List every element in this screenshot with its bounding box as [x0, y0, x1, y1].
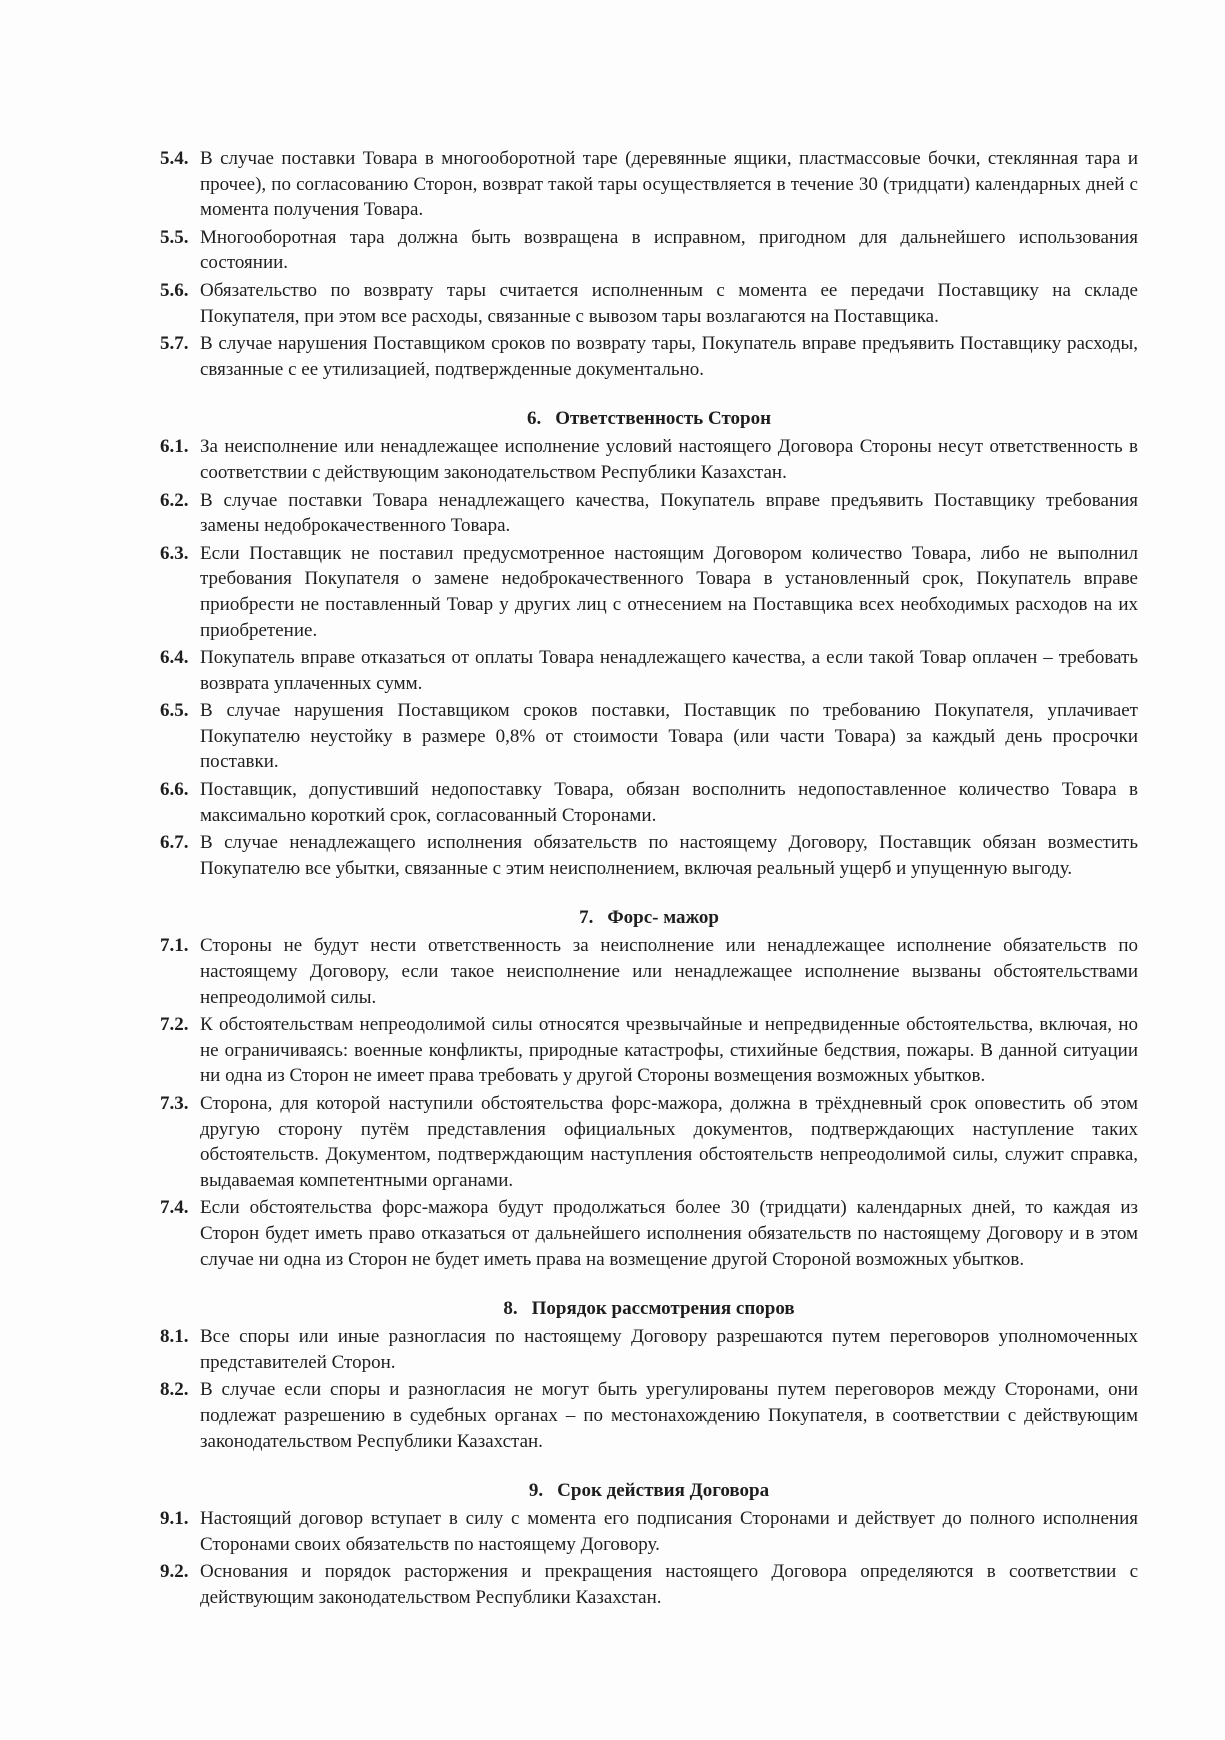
clause-number: 6.5. [160, 700, 189, 722]
clause-6-7 [160, 830, 1138, 881]
clause-text: Настоящий договор вступает в силу с момента его подписания Сторонами и действует до полного исполнения Сторонами своих обязательств по настоящему Договору. [200, 1508, 1138, 1555]
clause-number: 9.2. [160, 1561, 189, 1583]
clause-text: Основания и порядок расторжения и прекращения настоящего Договора определяются в соответствии с действующим законодательством Республики Казахстан. [200, 1561, 1138, 1608]
clause-number: 6.2. [160, 489, 189, 511]
clause-number: 5.4. [160, 148, 189, 169]
clause-number: 7.2. [160, 1014, 189, 1036]
section-heading: Срок действия Договора [557, 1480, 770, 1502]
section-number: 7. [579, 907, 594, 929]
section-title-force-majeure [160, 905, 1138, 931]
clause-5-6 [160, 278, 1138, 329]
clause-7-1 [160, 933, 1138, 1010]
section-title-liability [160, 406, 1138, 432]
clause-9-2 [160, 1559, 1138, 1610]
clause-number: 6.6. [160, 779, 189, 801]
clause-text: В случае если споры и разногласия не могут быть урегулированы путем переговоров между Сторонами, они подлежат разрешению в судебных органах – по местонахождению Покупателя, в соответствии с действующим законодательством Республики Казахстан. [200, 1379, 1138, 1452]
clause-text: Обязательство по возврату тары считается исполненным с момента ее передачи Поставщику на складе Покупателя, при этом все расходы, связанные с вывозом тары возлагаются на Поставщика. [200, 279, 1138, 327]
section-title-term [160, 1478, 1138, 1504]
clause-number: 5.5. [160, 226, 189, 248]
section-number: 8. [503, 1298, 518, 1320]
clause-text: Сторона, для которой наступили обстоятельства форс-мажора, должна в трёхдневный срок оповестить об этом другую сторону путём представления официальных документов, подтверждающих наступление таких обстоятельств. Документом, подтверждающим наступления обстоятельств непреодолимой силы, служит справка, выдаваемая компетентными органами. [200, 1093, 1138, 1191]
section-number: 9. [528, 1480, 544, 1502]
clause-text: Покупатель вправе отказаться от оплаты Товара ненадлежащего качества, а если такой Товар оплачен – требовать возврата уплаченных сумм. [200, 647, 1138, 694]
clause-number: 6.1. [160, 436, 189, 458]
clause-text: В случае нарушения Поставщиком сроков поставки, Поставщик по требованию Покупателя, уплачивает Покупателю неустойку в размере 0,8% от стоимости Товара (или части Товара) за каждый день просрочки поставки. [200, 700, 1138, 773]
clause-6-4 [160, 645, 1138, 696]
clause-text: Многооборотная тара должна быть возвращена в исправном, пригодном для дальнейшего использования состоянии. [200, 226, 1138, 274]
clause-6-6 [160, 777, 1138, 828]
clause-7-3 [160, 1091, 1138, 1193]
clause-text: Если Поставщик не поставил предусмотренное настоящим Договором количество Товара, либо не выполнил требования Покупателя о замене недоброкачественного Товара в установленный срок, Покупатель вправе приобрести не поставленный Товар у других лиц с отнесением на Поставщика всех необходимых расходов на их приобретение. [200, 542, 1138, 641]
section-heading: Форс- мажор [607, 907, 719, 929]
section-heading: Ответственность Сторон [555, 408, 772, 430]
clause-text: В случае нарушения Поставщиком сроков по возврату тары, Покупатель вправе предъявить Поставщику расходы, связанные с ее утилизацией, подтвержденные документально. [200, 333, 1138, 380]
clause-number: 6.7. [160, 832, 189, 854]
clause-number: 6.4. [160, 647, 189, 669]
clause-6-2 [160, 488, 1138, 539]
clause-text: Стороны не будут нести ответственность за неисполнение или ненадлежащее исполнение обязательств по настоящему Договору, если такое неисполнение или ненадлежащее исполнение вызваны обстоятельствами непреодолимой силы. [200, 935, 1138, 1008]
clause-number: 7.3. [160, 1093, 189, 1114]
document-body [160, 146, 1138, 1613]
clause-text: К обстоятельствам непреодолимой силы относятся чрезвычайные и непредвиденные обстоятельства, включая, но не ограничиваясь: военные конфликты, природные катастрофы, стихийные бедствия, пожары. В данной ситуации ни одна из Сторон не имеет права требовать у другой Стороны возмещения возможных убытков. [200, 1014, 1138, 1087]
clause-text: Все споры или иные разногласия по настоящему Договору разрешаются путем переговоров уполномоченных представителей Сторон. [200, 1326, 1138, 1373]
clause-text: Если обстоятельства форс-мажора будут продолжаться более 30 (тридцати) календарных дней, то каждая из Сторон будет иметь право отказаться от дальнейшего исполнения обязательств по настоящему Договору и в этом случае ни одна из Сторон не будет иметь права на возмещение другой Стороной возможных убытков. [200, 1197, 1138, 1270]
clause-7-2 [160, 1012, 1138, 1089]
clause-5-7 [160, 331, 1138, 382]
clause-number: 7.1. [160, 935, 189, 957]
clause-number: 5.6. [160, 279, 189, 301]
clause-6-5 [160, 698, 1138, 775]
clause-text: В случае поставки Товара ненадлежащего качества, Покупатель вправе предъявить Поставщику требования замены недоброкачественного Товара. [200, 489, 1138, 537]
clause-number: 5.7. [160, 333, 189, 355]
clause-text: В случае ненадлежащего исполнения обязательств по настоящему Договору, Поставщик обязан возместить Покупателю все убытки, связанные с этим неисполнением, включая реальный ущерб и упущенную выгоду. [200, 832, 1138, 879]
clause-number: 8.2. [160, 1379, 189, 1401]
clause-6-3 [160, 541, 1138, 643]
clause-8-2 [160, 1377, 1138, 1454]
clause-number: 6.3. [160, 542, 189, 564]
section-number: 6. [526, 408, 542, 430]
clause-8-1 [160, 1324, 1138, 1375]
clause-number: 8.1. [160, 1326, 189, 1348]
clause-6-1 [160, 434, 1138, 485]
section-heading: Порядок рассмотрения споров [531, 1298, 795, 1320]
clause-number: 9.1. [160, 1508, 189, 1530]
clause-9-1 [160, 1506, 1138, 1557]
clause-5-4 [160, 146, 1138, 223]
clause-text: Поставщик, допустивший недопоставку Товара, обязан восполнить недопоставленное количество Товара в максимально короткий срок, согласованный Сторонами. [200, 779, 1138, 826]
clause-7-4 [160, 1195, 1138, 1272]
section-title-disputes [160, 1296, 1138, 1322]
clause-5-5 [160, 225, 1138, 276]
clause-text: В случае поставки Товара в многооборотной таре (деревянные ящики, пластмассовые бочки, стеклянная тара и прочее), по согласованию Сторон, возврат такой тары осуществляется в течение 30 (тридцати) календарных дней с момента получения Товара. [200, 148, 1138, 221]
clause-text: За неисполнение или ненадлежащее исполнение условий настоящего Договора Стороны несут ответственность в соответствии с действующим законодательством Республики Казахстан. [200, 436, 1138, 483]
clause-number: 7.4. [160, 1197, 189, 1219]
